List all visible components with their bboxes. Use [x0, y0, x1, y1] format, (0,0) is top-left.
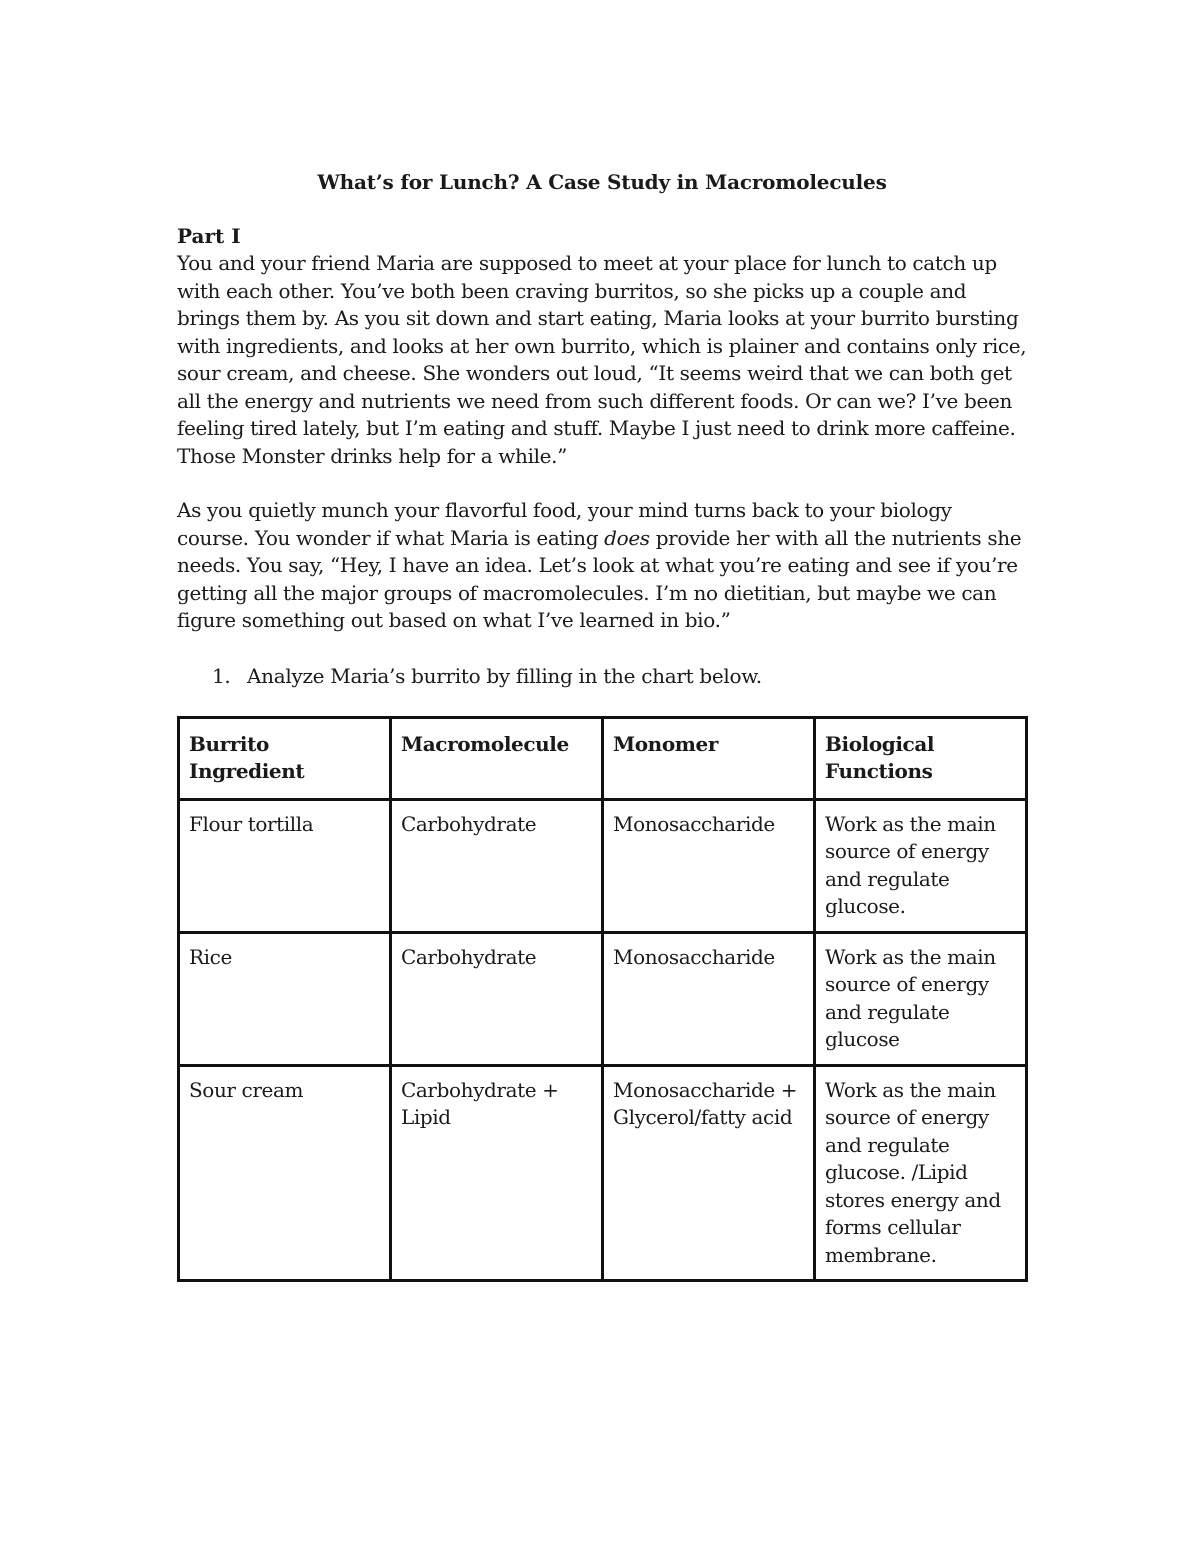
cell-monomer: Monosaccharide + Glycerol/fatty acid	[603, 1065, 815, 1281]
cell-monomer: Monosaccharide	[603, 932, 815, 1065]
macromolecule-chart	[177, 716, 1028, 1283]
paragraph-2-after: provide her with all the nutrients she needs. You say, “Hey, I have an idea. Let’s look at what you’re eating and see if you’re getting all the major groups of macromolecules. I’m no dietitian, but maybe we can figure something out based on what I’ve learned in bio.”	[177, 525, 1022, 632]
cell-ingredient: Flour tortilla	[179, 799, 391, 932]
cell-macromolecule: Carbohydrate	[391, 932, 603, 1065]
question-1	[177, 662, 1027, 690]
table-row	[179, 1065, 1027, 1281]
cell-monomer: Monosaccharide	[603, 799, 815, 932]
part-one-section	[177, 222, 1027, 635]
header-macromolecule: Macromolecule	[391, 717, 603, 799]
cell-functions: Work as the main source of energy and regulate glucose.	[815, 799, 1027, 932]
cell-macromolecule: Carbohydrate + Lipid	[391, 1065, 603, 1281]
table-row	[179, 932, 1027, 1065]
header-biological-functions: Biological Functions	[815, 717, 1027, 799]
part-heading: Part I	[177, 224, 241, 248]
cell-ingredient: Sour cream	[179, 1065, 391, 1281]
header-monomer: Monomer	[603, 717, 815, 799]
cell-macromolecule: Carbohydrate	[391, 799, 603, 932]
cell-functions: Work as the main source of energy and regulate glucose. /Lipid stores energy and forms cellular membrane.	[815, 1065, 1027, 1281]
table-row	[179, 799, 1027, 932]
paragraph-2-before: As you quietly munch your flavorful food, your mind turns back to your biology course. You wonder if what Maria is eating	[177, 498, 952, 550]
document-title: What’s for Lunch? A Case Study in Macromolecules	[317, 170, 887, 194]
cell-ingredient: Rice	[179, 932, 391, 1065]
question-text: Analyze Maria’s burrito by filling in the chart below.	[247, 663, 762, 688]
table-header-row	[179, 717, 1027, 799]
paragraph-2-emphasis: does	[604, 525, 650, 550]
header-burrito-ingredient: Burrito Ingredient	[179, 717, 391, 799]
paragraph-1: You and your friend Maria are supposed to meet at your place for lunch to catch up with each other. You’ve both been craving burritos, so she picks up a couple and brings them by. As you sit down and start eating, Maria looks at your burrito bursting with ingredients, and looks at her own burrito, which is plainer and contains only rice, sour cream, and cheese. She wonders out loud, “It seems weird that we can both get all the energy and nutrients we need from such different foods. Or can we? I’ve been feeling tired lately, but I’m eating and stuff. Maybe I just need to drink more caffeine. Those Monster drinks help for a while.”	[177, 251, 1027, 468]
question-number: 1.	[212, 663, 231, 688]
document-page	[177, 168, 1027, 1282]
paragraph-2	[177, 497, 1027, 635]
cell-functions: Work as the main source of energy and regulate glucose	[815, 932, 1027, 1065]
